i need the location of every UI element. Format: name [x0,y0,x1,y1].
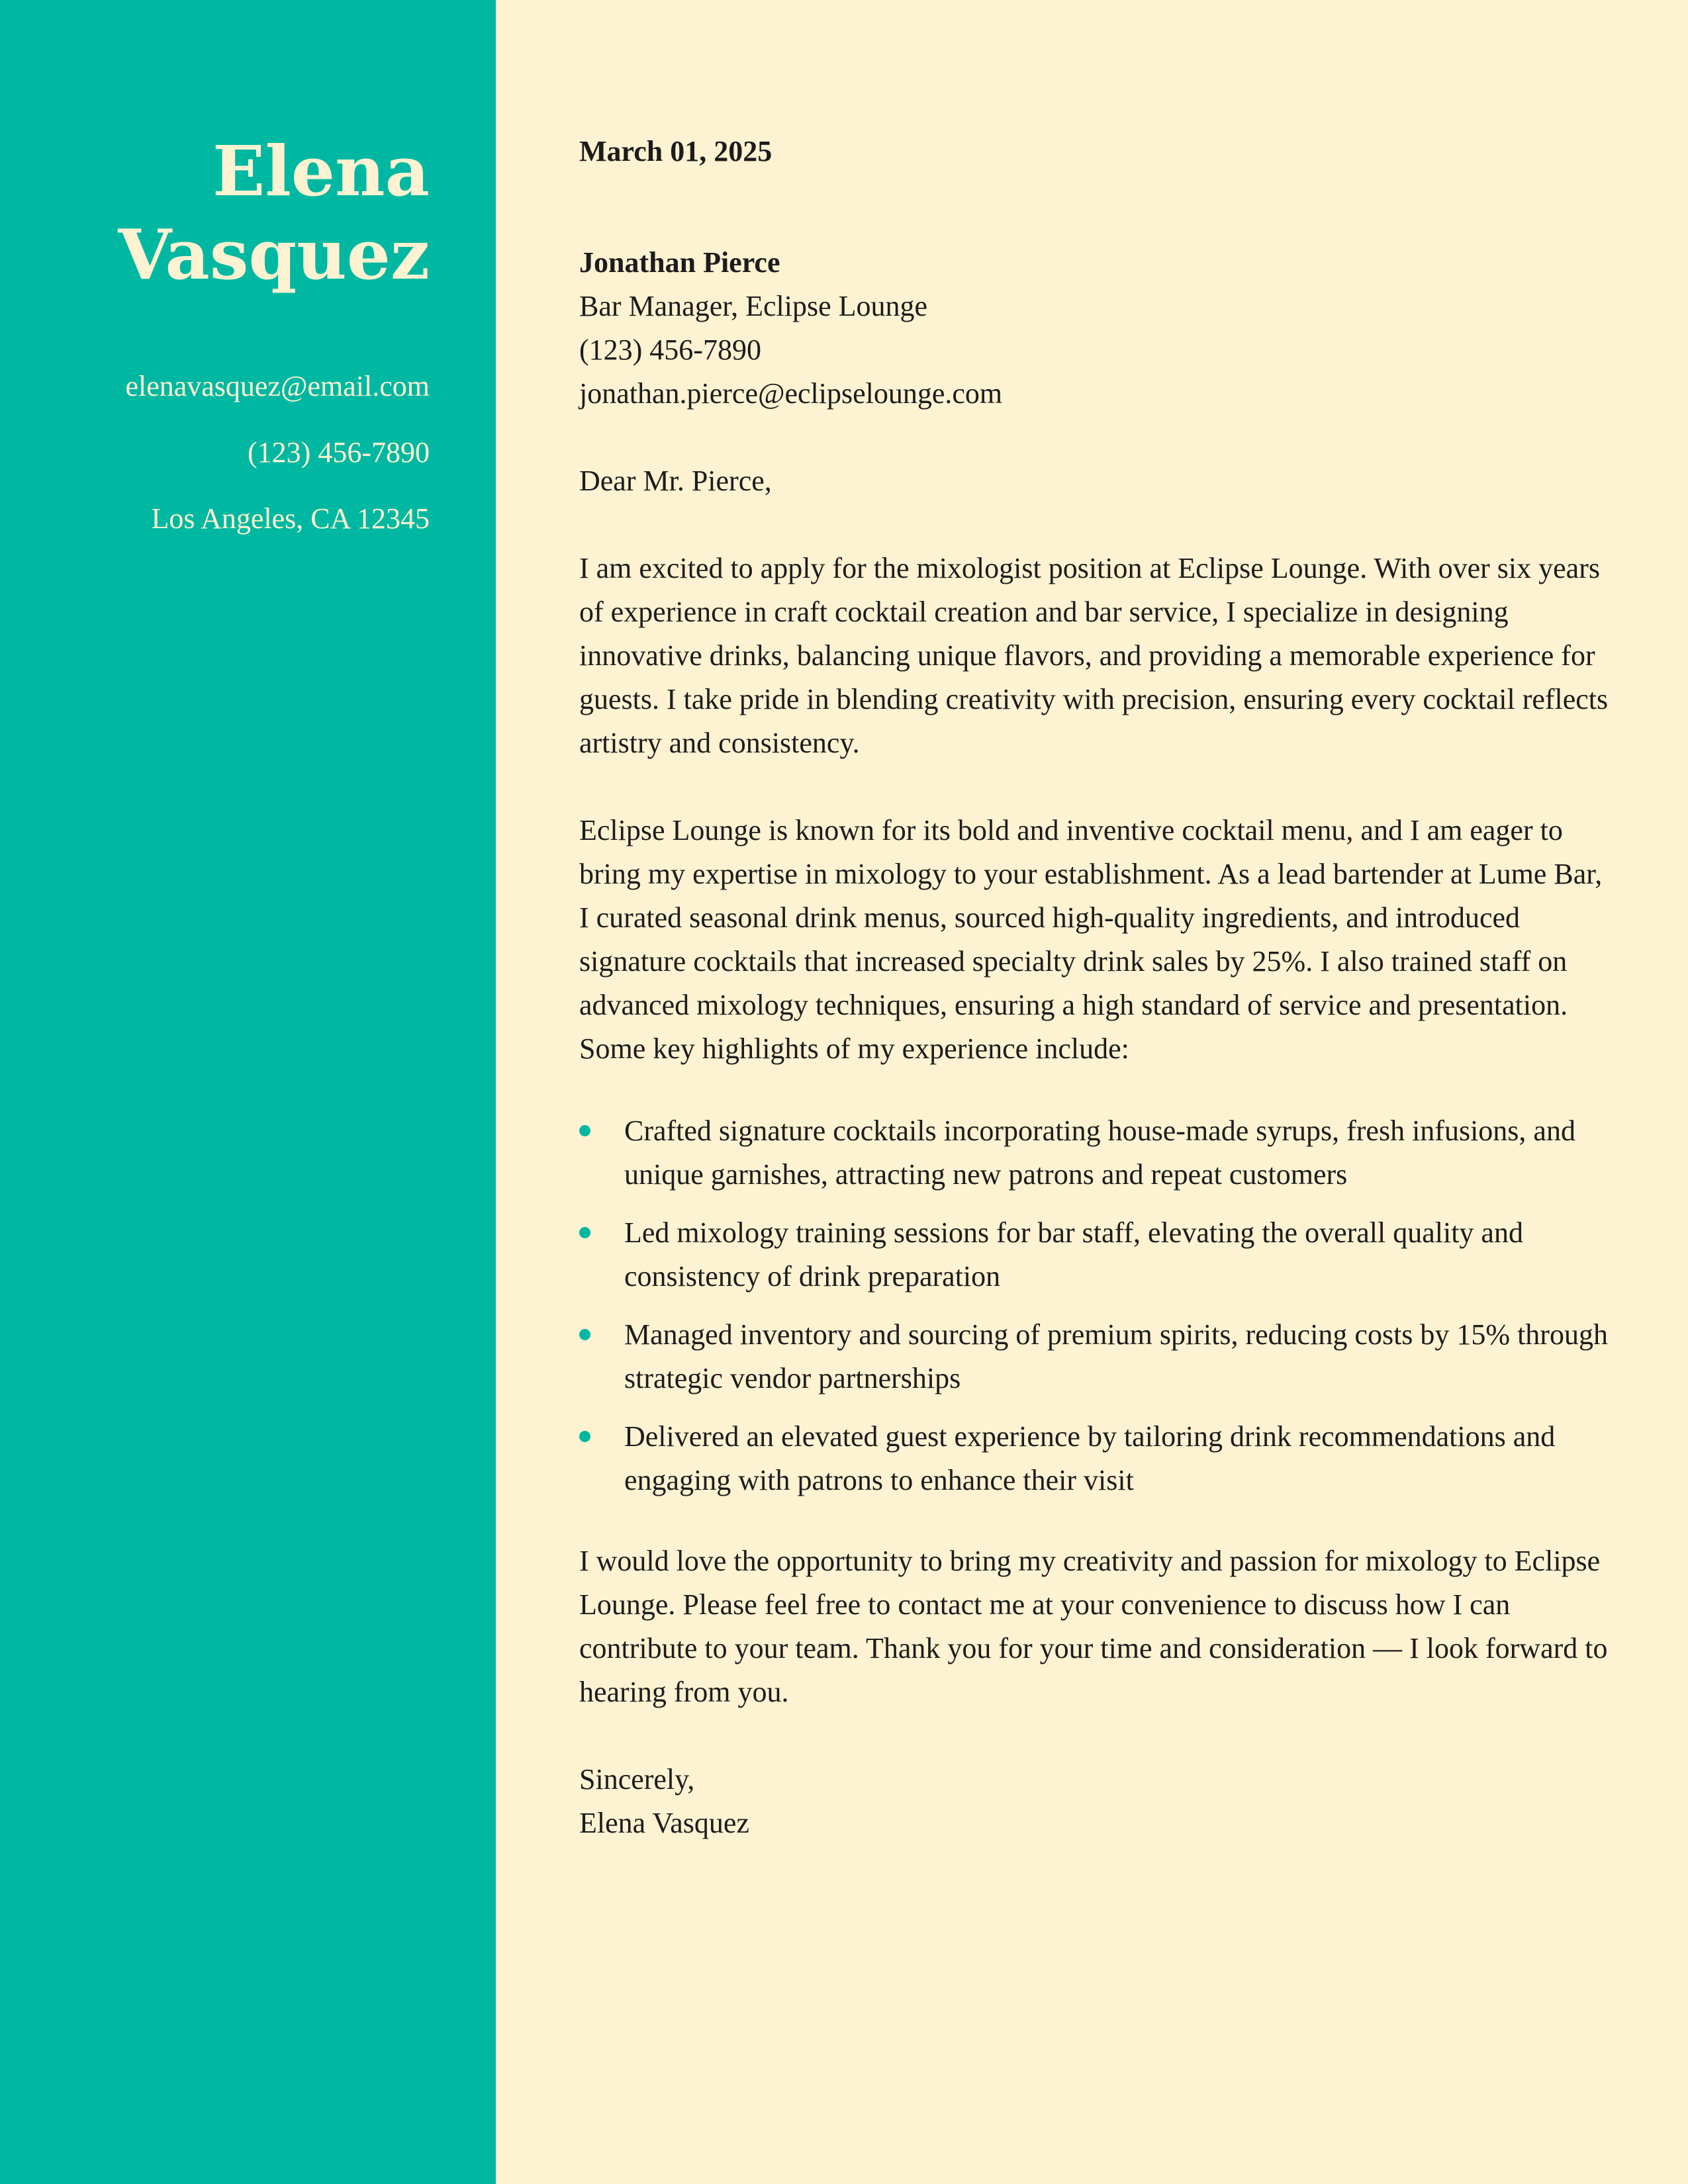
recipient-title: Bar Manager, Eclipse Lounge [579,290,928,322]
bullet-dot-icon [579,1431,590,1442]
bullet-dot-icon [579,1227,590,1238]
list-item [579,1109,1612,1197]
closing-paragraph: I would love the opportunity to bring my creativity and passion for mixology to Eclipse Lounge. Please feel free to contact me at your convenience to discuss how I can contribute to your team. Thank you for your time and consideration — I look forward to hearing from you. [579,1545,1608,1708]
applicant-first-name: Elena [212,130,430,212]
highlight-text: Delivered an elevated guest experience by tailoring drink recommendations and engaging with patrons to enhance their visit [624,1420,1556,1496]
sign-off: Sincerely, [579,1763,695,1796]
highlight-text: Led mixology training sessions for bar staff, elevating the overall quality and consistency of drink preparation [624,1216,1523,1293]
salutation: Dear Mr. Pierce, [579,465,772,497]
highlight-text: Managed inventory and sourcing of premium spirits, reducing costs by 15% through strategic vendor partnerships [624,1318,1608,1394]
highlight-text: Crafted signature cocktails incorporating house-made syrups, fresh infusions, and unique garnishes, attracting new patrons and repeat customers [624,1115,1575,1191]
applicant-phone: (123) 456-7890 [248,436,430,469]
bullet-dot-icon [579,1125,590,1136]
recipient-block [579,241,1612,416]
applicant-last-name: Vasquez [118,214,430,295]
experience-paragraph: Eclipse Lounge is known for its bold and inventive cocktail menu, and I am eager to bring my expertise in mixology to your establishment. As a lead bartender at Lume Bar, I curated seasonal drink menus, sourced high-quality ingredients, and introduced signature cocktails that increased specialty drink sales by 25%. I also trained staff on advanced mixology techniques, ensuring a high standard of service and presentation. Some key highlights of my experience include: [579,814,1603,1065]
applicant-location: Los Angeles, CA 12345 [151,502,430,535]
applicant-name [32,130,430,296]
highlights-list [579,1109,1612,1502]
applicant-email: elenavasquez@email.com [125,370,430,402]
sidebar [0,0,496,2184]
recipient-phone: (123) 456-7890 [579,334,761,366]
signature-name: Elena Vasquez [579,1807,749,1839]
contact-info [125,365,430,564]
recipient-name: Jonathan Pierce [579,246,780,279]
list-item [579,1415,1612,1502]
bullet-dot-icon [579,1329,590,1340]
list-item [579,1313,1612,1400]
list-item [579,1211,1612,1298]
intro-paragraph: I am excited to apply for the mixologist position at Eclipse Lounge. With over six years of experience in craft cocktail creation and bar service, I specialize in designing innovative drinks, balancing unique flavors, and providing a memorable experience for guests. I take pride in blending creativity with precision, ensuring every cocktail reflects artistry and consistency. [579,552,1609,759]
letter-date: March 01, 2025 [579,135,773,167]
sign-off-block [579,1758,1612,1845]
letter-body [579,130,1612,1845]
recipient-email: jonathan.pierce@eclipselounge.com [579,377,1003,410]
